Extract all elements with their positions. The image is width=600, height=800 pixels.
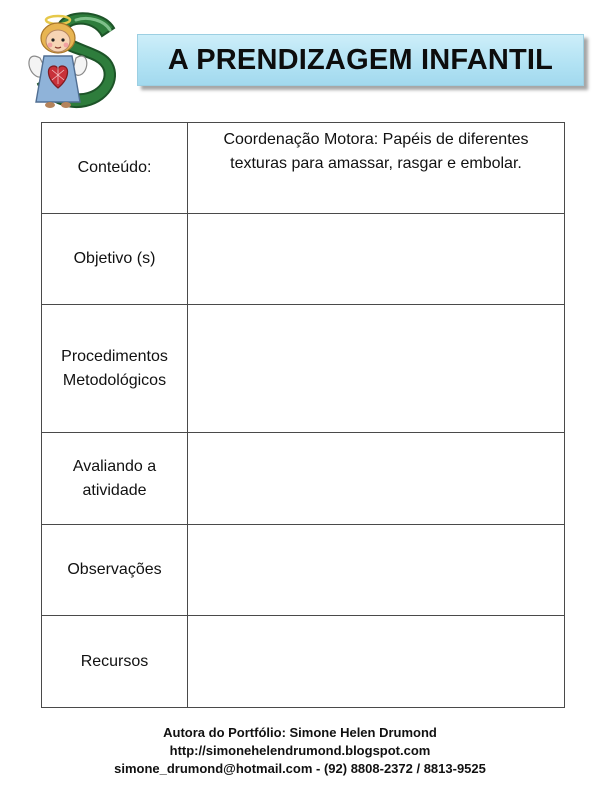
row-value-procedimentos[interactable]	[188, 305, 565, 433]
row-value-text	[188, 433, 564, 438]
lesson-plan-table	[41, 122, 565, 708]
row-label	[42, 433, 188, 525]
footer-contact: simone_drumond@hotmail.com - (92) 8808-2372 / 8813-9525	[114, 761, 486, 776]
angel-letter-logo	[22, 6, 134, 114]
row-value-text	[188, 214, 564, 219]
title-banner	[137, 34, 584, 86]
row-value-text	[188, 525, 564, 530]
table-row-procedimentos	[42, 305, 565, 433]
row-value-avaliando[interactable]	[188, 433, 565, 525]
table-row-recursos	[42, 616, 565, 708]
page-title: A PRENDIZAGEM INFANTIL	[167, 43, 554, 76]
row-value-recursos[interactable]	[188, 616, 565, 708]
footer	[0, 724, 600, 778]
row-label: Conteúdo:	[42, 123, 188, 214]
row-value-conteudo[interactable]	[188, 123, 565, 214]
footer-website-link[interactable]: http://simonehelendrumond.blogspot.com	[169, 743, 431, 758]
table-row-observacoes	[42, 525, 565, 616]
row-label-text: Avaliando a atividade	[72, 457, 157, 499]
row-value-text	[188, 305, 564, 310]
row-label: Recursos	[42, 616, 188, 708]
row-label: Procedimentos Metodológicos	[42, 305, 188, 433]
row-value-observacoes[interactable]	[188, 525, 565, 616]
table-row-avaliando	[42, 433, 565, 525]
row-value-text	[188, 616, 564, 621]
row-value-text: Coordenação Motora: Papéis de diferentes texturas para amassar, rasgar e embolar.	[223, 131, 529, 172]
row-label: Observações	[42, 525, 188, 616]
row-value-objetivo[interactable]	[188, 214, 565, 305]
footer-author: Autora do Portfólio: Simone Helen Drumond	[163, 725, 437, 740]
row-label: Objetivo (s)	[42, 214, 188, 305]
table-row-conteudo	[42, 123, 565, 214]
angel-letter-icon	[22, 6, 134, 114]
table-row-objetivo	[42, 214, 565, 305]
